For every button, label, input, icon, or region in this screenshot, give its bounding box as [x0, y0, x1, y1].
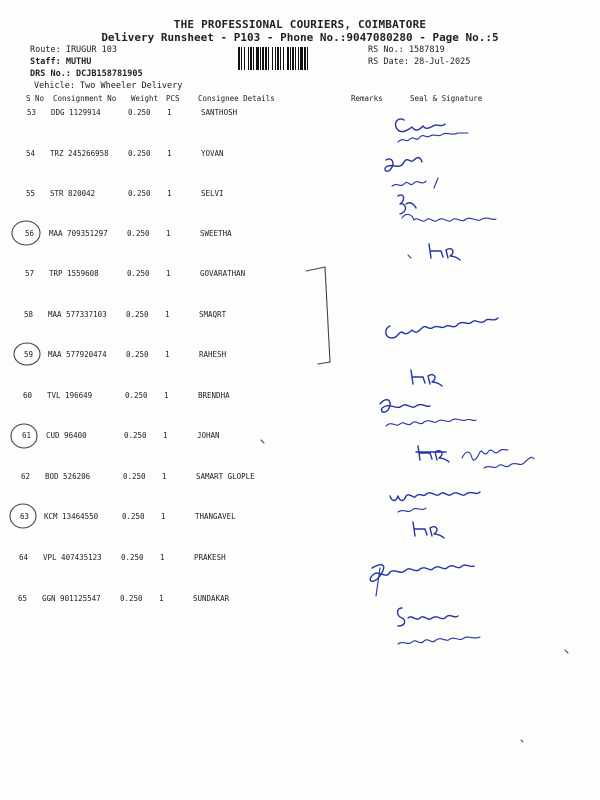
row-sno: 63 — [20, 512, 30, 521]
row-consignment: MAA 577920474 — [48, 350, 107, 359]
table-row — [0, 269, 600, 289]
row-weight: 0.250 — [126, 350, 149, 359]
row-sno: 61 — [22, 431, 32, 440]
table-row — [0, 108, 600, 128]
row-weight: 0.250 — [126, 310, 149, 319]
row-consignment: VPL 407435123 — [43, 553, 102, 562]
table-row — [0, 553, 600, 573]
table-row — [0, 512, 600, 532]
table-row — [0, 229, 600, 249]
table-row — [0, 472, 600, 492]
row-pcs: 1 — [164, 391, 169, 400]
row-consignee: BRENDHA — [198, 391, 230, 400]
col-sno: S No — [26, 94, 45, 103]
row-sno: 59 — [24, 350, 34, 359]
row-pcs: 1 — [160, 553, 165, 562]
signature-row-59 — [411, 370, 442, 386]
row-sno: 60 — [23, 391, 33, 400]
col-seal-signature: Seal & Signature — [410, 94, 483, 103]
row-consignment: TRZ 245266958 — [50, 149, 109, 158]
row-consignee: SUNDAKAR — [193, 594, 230, 603]
vehicle-label: Vehicle: Two Wheeler Delivery — [34, 81, 183, 91]
row-consignee: SELVI — [201, 189, 224, 198]
col-pcs: PCS — [166, 94, 180, 103]
row-weight: 0.250 — [121, 553, 144, 562]
row-sno: 54 — [26, 149, 36, 158]
rs-number: RS No.: 1587819 — [368, 45, 445, 55]
row-consignee: THANGAVEL — [195, 512, 236, 521]
row-pcs: 1 — [166, 269, 171, 278]
row-sno: 65 — [18, 594, 28, 603]
row-weight: 0.250 — [120, 594, 143, 603]
row-weight: 0.250 — [125, 391, 148, 400]
row-weight: 0.250 — [122, 512, 145, 521]
row-weight: 0.250 — [128, 189, 151, 198]
row-consignee: RAHESH — [199, 350, 227, 359]
row-consignment: GGN 901125547 — [42, 594, 101, 603]
table-row — [0, 149, 600, 169]
runsheet-title: Delivery Runsheet - P103 - Phone No.:9047080280 - Page No.:5 — [101, 31, 499, 44]
row-consignment: CUD 96400 — [46, 431, 87, 440]
company-name: THE PROFESSIONAL COURIERS, COIMBATORE — [173, 18, 427, 31]
col-remarks: Remarks — [351, 94, 383, 103]
row-sno: 62 — [21, 472, 31, 481]
row-sno: 56 — [25, 229, 35, 238]
row-pcs: 1 — [166, 229, 171, 238]
row-consignee: SMAQRT — [199, 310, 227, 319]
row-pcs: 1 — [159, 594, 164, 603]
row-weight: 0.250 — [123, 472, 146, 481]
row-pcs: 1 — [167, 108, 172, 117]
row-consignment: BOD 526206 — [45, 472, 91, 481]
row-consignee: YOVAN — [201, 149, 224, 158]
barcode — [238, 47, 364, 70]
row-weight: 0.250 — [124, 431, 147, 440]
row-consignee: PRAKESH — [194, 553, 226, 562]
paper-speck — [521, 740, 523, 742]
row-weight: 0.250 — [128, 149, 151, 158]
row-consignee: SAMART GLOPLE — [196, 472, 255, 481]
row-consignment: KCM 13464550 — [44, 512, 99, 521]
row-pcs: 1 — [163, 431, 168, 440]
row-sno: 53 — [27, 108, 37, 117]
row-pcs: 1 — [165, 350, 170, 359]
col-consignment: Consignment No — [53, 94, 117, 103]
route-label: Route: IRUGUR 103 — [30, 45, 117, 55]
signature-row-63 — [390, 492, 480, 512]
row-weight: 0.250 — [128, 108, 151, 117]
row-pcs: 1 — [161, 512, 166, 521]
col-weight: Weight — [131, 94, 159, 103]
paper-speck — [565, 650, 568, 653]
row-weight: 0.250 — [127, 269, 150, 278]
row-consignment: TVL 196649 — [47, 391, 93, 400]
row-pcs: 1 — [165, 310, 170, 319]
pencil-tick — [408, 255, 411, 258]
row-consignment: TRP 1559608 — [49, 269, 99, 278]
table-row — [0, 594, 600, 614]
row-sno: 64 — [19, 553, 29, 562]
row-pcs: 1 — [167, 149, 172, 158]
table-row — [0, 310, 600, 330]
row-consignment: DDG 1129914 — [51, 108, 101, 117]
drs-number: DRS No.: DCJB158781905 — [30, 69, 143, 79]
row-consignee: GOVARATHAN — [200, 269, 246, 278]
row-consignment: MAA 577337103 — [48, 310, 107, 319]
row-sno: 58 — [24, 310, 34, 319]
row-consignee: SANTHOSH — [201, 108, 238, 117]
rs-date: RS Date: 28-Jul-2025 — [368, 57, 471, 67]
staff-label: Staff: MUTHU — [30, 57, 92, 67]
row-consignee: JOHAN — [197, 431, 220, 440]
row-consignment: MAA 709351297 — [49, 229, 108, 238]
row-consignment: STR 820042 — [50, 189, 96, 198]
row-consignee: SWEETHA — [200, 229, 232, 238]
table-row — [0, 391, 600, 411]
table-row — [0, 189, 600, 209]
col-consignee: Consignee Details — [198, 94, 275, 103]
row-pcs: 1 — [162, 472, 167, 481]
row-pcs: 1 — [167, 189, 172, 198]
row-weight: 0.250 — [127, 229, 150, 238]
row-sno: 57 — [25, 269, 35, 278]
table-row — [0, 431, 600, 451]
table-row — [0, 350, 600, 370]
row-sno: 55 — [26, 189, 36, 198]
